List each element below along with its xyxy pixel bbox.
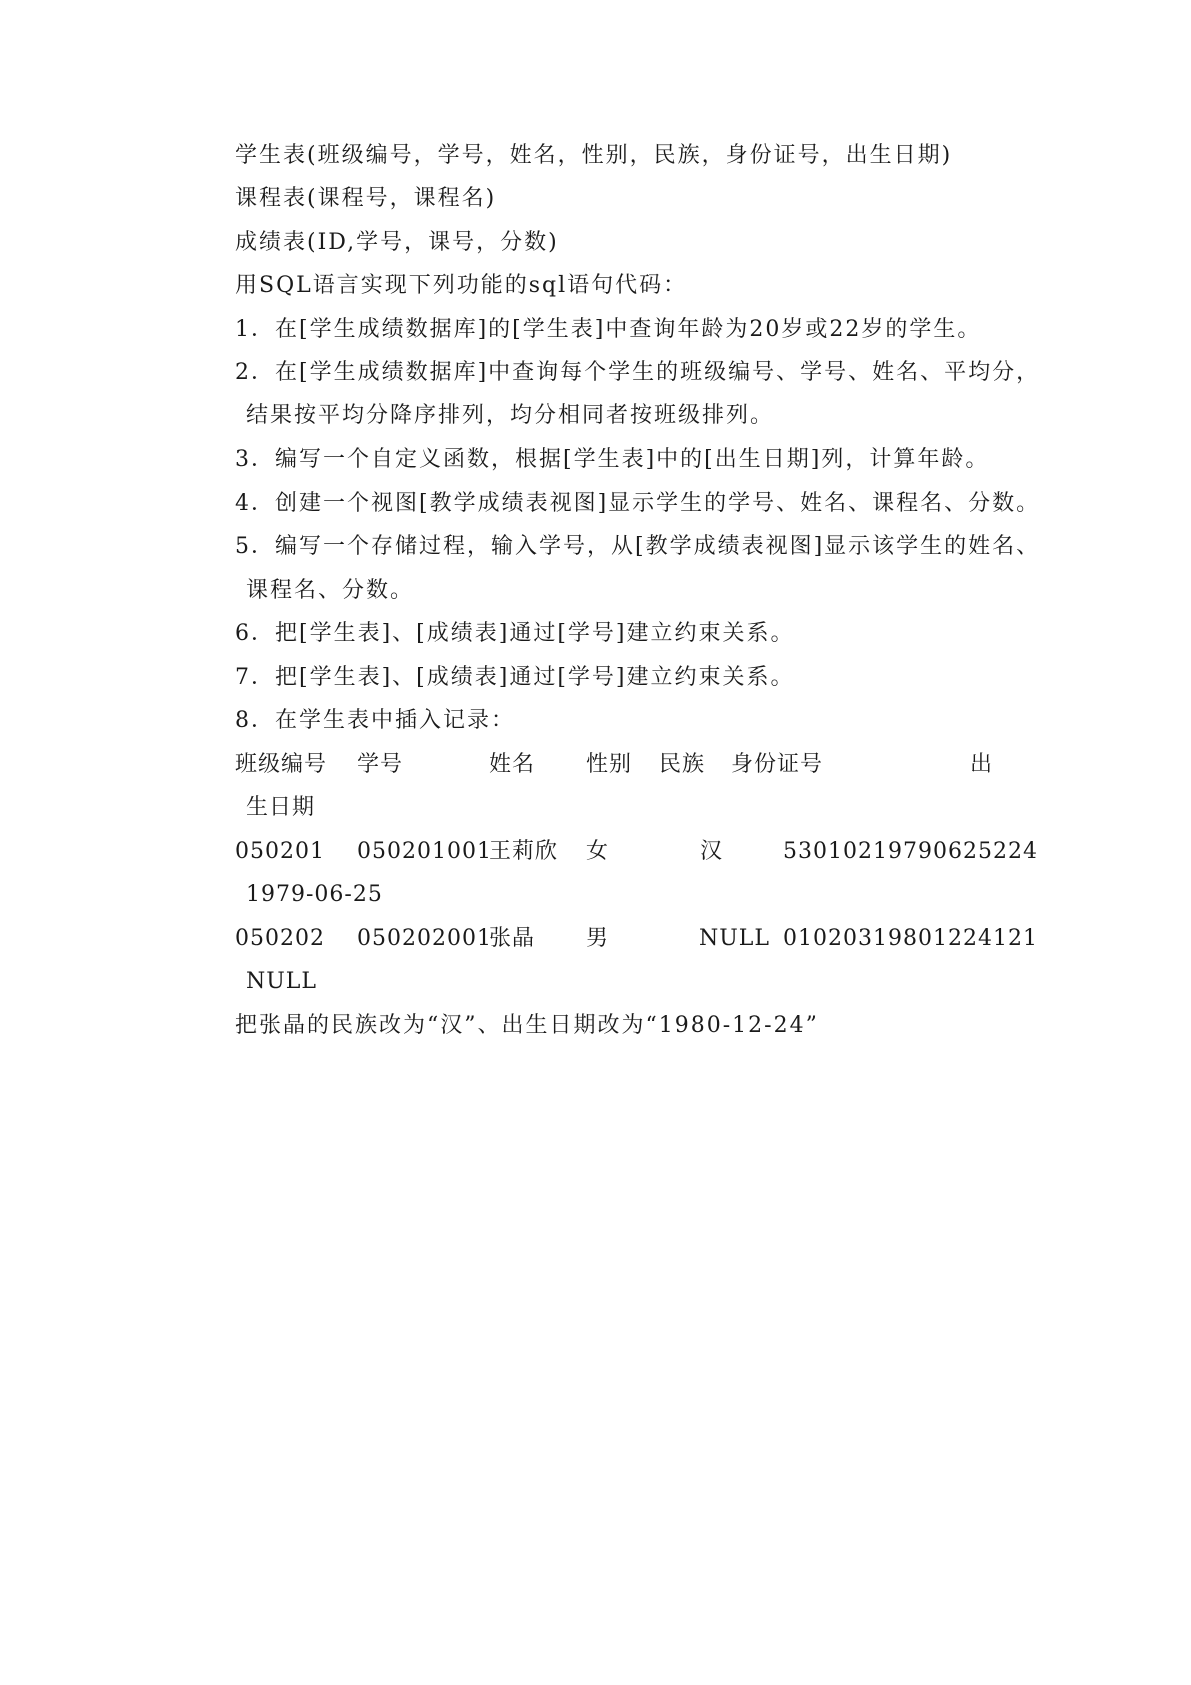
row1-gender: 女 <box>586 839 610 864</box>
header-birthdate-part1: 出 <box>970 752 994 777</box>
header-birthdate-part2: 生日期 <box>246 795 316 820</box>
task-4: 4．创建一个视图[教学成绩表视图]显示学生的学号、姓名、课程名、分数。 <box>235 491 1041 516</box>
row2-class-id: 050202 <box>235 926 325 951</box>
header-gender: 性别 <box>586 752 633 777</box>
row1-class-id: 050201 <box>235 839 325 864</box>
course-table-schema: 课程表(课程号，课程名) <box>235 186 497 211</box>
student-table-schema: 学生表(班级编号，学号，姓名，性别，民族，身份证号，出生日期) <box>235 143 953 168</box>
score-table-schema: 成绩表(ID,学号，课号，分数) <box>235 230 559 255</box>
task-5: 5．编写一个存储过程，输入学号，从[教学成绩表视图]显示该学生的姓名、 <box>235 534 1041 559</box>
header-class-id: 班级编号 <box>235 752 328 777</box>
header-ethnicity: 民族 <box>659 752 706 777</box>
instruction-text: 用SQL语言实现下列功能的sql语句代码： <box>235 273 688 298</box>
task-5-continued: 课程名、分数。 <box>246 578 415 603</box>
row1-id-number: 53010219790625224 <box>783 839 1038 864</box>
header-student-id: 学号 <box>357 752 404 777</box>
row2-student-id: 050202001 <box>357 926 492 951</box>
task-1: 1．在[学生成绩数据库]的[学生表]中查询年龄为20岁或22岁的学生。 <box>235 317 982 342</box>
task-8: 8．在学生表中插入记录： <box>235 708 515 733</box>
header-id-number: 身份证号 <box>731 752 824 777</box>
header-name: 姓名 <box>489 752 536 777</box>
task-6: 6．把[学生表]、[成绩表]通过[学号]建立约束关系。 <box>235 621 795 646</box>
update-instruction: 把张晶的民族改为“汉”、出生日期改为“1980-12-24” <box>235 1013 819 1038</box>
row1-name: 王莉欣 <box>489 839 559 864</box>
task-3: 3．编写一个自定义函数，根据[学生表]中的[出生日期]列，计算年龄。 <box>235 447 990 472</box>
row2-gender: 男 <box>586 926 610 951</box>
task-2: 2．在[学生成绩数据库]中查询每个学生的班级编号、学号、姓名、平均分， <box>235 360 1041 385</box>
row1-ethnicity: 汉 <box>700 839 724 864</box>
row2-birthdate: NULL <box>246 969 318 994</box>
task-2-continued: 结果按平均分降序排列，均分相同者按班级排列。 <box>246 403 775 428</box>
row1-student-id: 050201001 <box>357 839 492 864</box>
row1-birthdate: 1979-06-25 <box>246 882 383 907</box>
task-7: 7．把[学生表]、[成绩表]通过[学号]建立约束关系。 <box>235 665 795 690</box>
row2-name: 张晶 <box>489 926 536 951</box>
row2-ethnicity: NULL <box>699 926 771 951</box>
row2-id-number: 01020319801224121 <box>783 926 1038 951</box>
